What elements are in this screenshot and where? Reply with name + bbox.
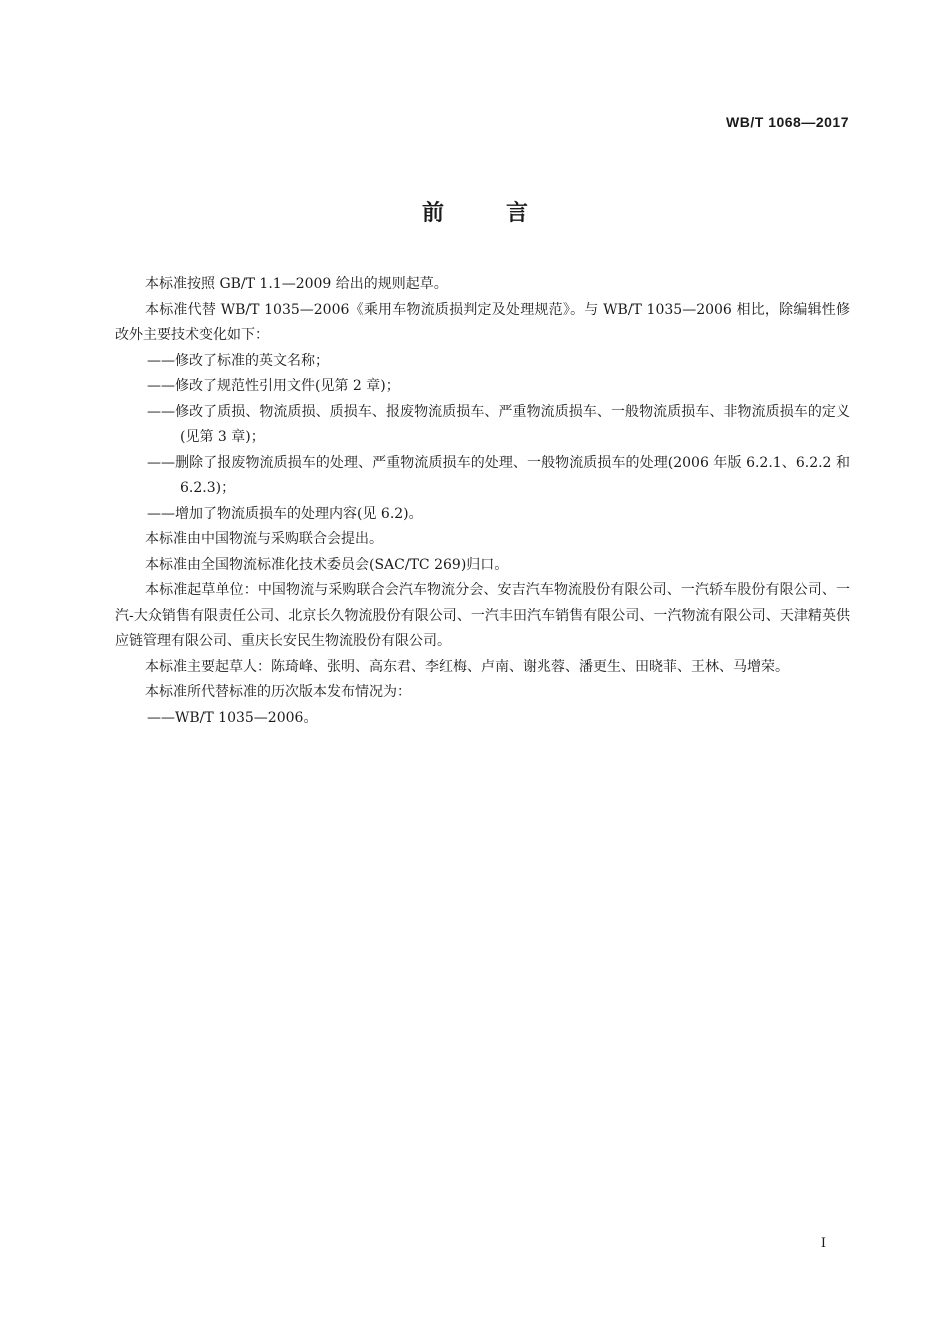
paragraph-previous-editions: 本标准所代替标准的历次版本发布情况为： — [145, 684, 411, 700]
change-item: ——增加了物流质损车的处理内容(见 6.2)。 — [147, 505, 423, 522]
change-item: ——删除了报废物流质损车的处理、严重物流质损车的处理、一般物流质损车的处理(2006 年版 6.2.1、6.2.2 和 6.2.3)； — [147, 454, 850, 496]
paragraph-drafting-units: 本标准起草单位：中国物流与采购联合会汽车物流分会、安吉汽车物流股份有限公司、一汽轿车股份有限公司、一汽-大众销售有限责任公司、北京长久物流股份有限公司、一汽丰田汽车销售有限公司、一汽物流有限公司、天津精英供应链管理有限公司、重庆长安民生物流股份有限公司。 — [115, 582, 850, 649]
foreword-body — [115, 272, 850, 731]
previous-edition-item: ——WB/T 1035—2006。 — [147, 709, 318, 726]
paragraph-drafters: 本标准主要起草人：陈琦峰、张明、高东君、李红梅、卢南、谢兆蓉、潘更生、田晓菲、王林、马增荣。 — [145, 658, 789, 675]
paragraph-replaces: 本标准代替 WB/T 1035—2006《乘用车物流质损判定及处理规范》。与 WB/T 1035—2006 相比，除编辑性修改外主要技术变化如下： — [115, 301, 850, 343]
change-item: ——修改了质损、物流质损、质损车、报废物流质损车、严重物流质损车、一般物流质损车、非物流质损车的定义(见第 3 章)； — [147, 403, 850, 445]
document-code: WB/T 1068—2017 — [726, 114, 849, 130]
page-title: 前言 — [421, 201, 590, 226]
change-item: ——修改了标准的英文名称； — [147, 352, 329, 369]
change-item: ——修改了规范性引用文件(见第 2 章)； — [147, 378, 400, 394]
paragraph-under-jurisdiction: 本标准由全国物流标准化技术委员会(SAC/TC 269)归口。 — [145, 556, 509, 573]
paragraph-proposed-by: 本标准由中国物流与采购联合会提出。 — [145, 531, 383, 547]
paragraph-drafting-rules: 本标准按照 GB/T 1.1—2009 给出的规则起草。 — [145, 276, 448, 292]
page-number: I — [820, 1236, 826, 1251]
